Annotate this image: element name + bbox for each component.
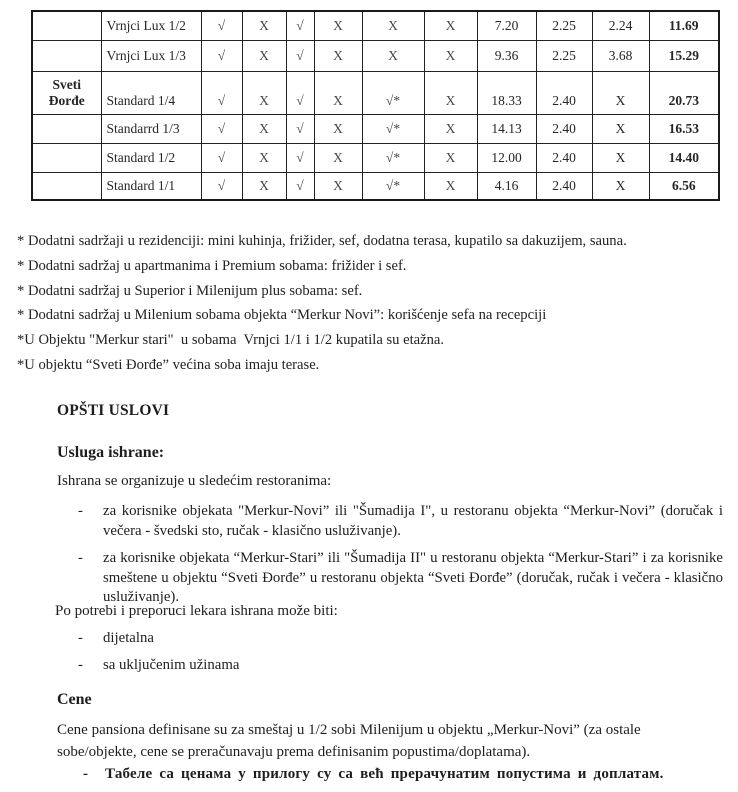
restaurant-item xyxy=(78,502,723,541)
footnotes xyxy=(17,229,729,378)
mark-cell: X xyxy=(314,71,362,114)
value-cell: 2.40 xyxy=(536,172,592,200)
table-row xyxy=(32,40,719,71)
value-cell: X xyxy=(592,71,649,114)
table-row xyxy=(32,143,719,172)
mark-cell: X xyxy=(242,172,286,200)
footnote-line: *U objektu “Sveti Đorđe” većina soba imaju terase. xyxy=(17,356,320,373)
diet-item-text: sa uključenim užinama xyxy=(103,657,240,673)
value-cell: 4.16 xyxy=(477,172,536,200)
mark-cell: X xyxy=(424,71,477,114)
table-row xyxy=(32,172,719,200)
mark-cell: √* xyxy=(362,114,424,143)
diet-item-text: dijetalna xyxy=(103,630,154,646)
restaurant-list xyxy=(78,502,723,616)
diet-list xyxy=(78,629,478,683)
mark-cell: X xyxy=(314,40,362,71)
diet-intro-text: Po potrebi i preporuci lekara ishrana može biti: xyxy=(55,603,338,619)
mark-cell: √ xyxy=(286,172,314,200)
value-cell: X xyxy=(592,114,649,143)
bullet-dash: - xyxy=(78,550,83,566)
total-cell: 15.29 xyxy=(649,40,719,71)
meals-intro-text: Ishrana se organizuje u sledećim restoranima: xyxy=(57,473,332,489)
room-type-cell: Standard 1/2 xyxy=(101,143,201,172)
mark-cell: X xyxy=(242,114,286,143)
value-cell: X xyxy=(592,172,649,200)
bullet-dash: - xyxy=(83,766,88,782)
mark-cell: X xyxy=(424,114,477,143)
mark-cell: X xyxy=(362,40,424,71)
table-row xyxy=(32,114,719,143)
bullet-dash: - xyxy=(78,630,83,646)
room-type-cell: Standarrd 1/3 xyxy=(101,114,201,143)
hotel-name-cell xyxy=(32,114,101,143)
mark-cell: X xyxy=(242,71,286,114)
mark-cell: √ xyxy=(201,172,242,200)
mark-cell: X xyxy=(362,11,424,40)
room-type-cell: Vrnjci Lux 1/2 xyxy=(101,11,201,40)
diet-item xyxy=(78,656,478,675)
mark-cell: √ xyxy=(201,143,242,172)
mark-cell: √ xyxy=(201,71,242,114)
mark-cell: X xyxy=(424,172,477,200)
value-cell: 2.40 xyxy=(536,71,592,114)
mark-cell: √ xyxy=(286,71,314,114)
mark-cell: √ xyxy=(286,143,314,172)
general-terms-heading: OPŠTI USLOVI xyxy=(57,402,170,419)
prices-paragraph: Cene pansiona definisane su za smeštaj u 1/2 sobi Milenijum u objektu „Merkur-Novi” (za ostale sobe/objekte, cene se preračunavaju prema definisanim popustima/doplatama). xyxy=(57,722,641,760)
value-cell: 3.68 xyxy=(592,40,649,71)
meal-service-heading: Usluga ishrane: xyxy=(57,444,165,461)
value-cell: 14.13 xyxy=(477,114,536,143)
mark-cell: √ xyxy=(286,114,314,143)
value-cell: 9.36 xyxy=(477,40,536,71)
footnote-line: * Dodatni sadržaji u rezidenciji: mini kuhinja, frižider, sef, dodatna terasa, kupatilo sa dakuzijem, sauna. xyxy=(17,233,627,249)
hotel-name-cell xyxy=(32,40,101,71)
prices-heading: Cene xyxy=(57,691,92,708)
value-cell: X xyxy=(592,143,649,172)
hotel-name-cell xyxy=(32,11,101,40)
mark-cell: X xyxy=(314,11,362,40)
footnote-line: * Dodatni sadržaj u apartmanima i Premium sobama: frižider i sef. xyxy=(17,257,407,274)
value-cell: 2.25 xyxy=(536,40,592,71)
hotel-name-cell: Sveti Đorđe xyxy=(32,71,101,114)
room-type-cell: Standard 1/1 xyxy=(101,172,201,200)
table-row xyxy=(32,71,719,114)
hotel-name-cell xyxy=(32,172,101,200)
mark-cell: √ xyxy=(201,11,242,40)
mark-cell: X xyxy=(242,11,286,40)
mark-cell: √ xyxy=(286,40,314,71)
footnote-line: * Dodatni sadržaj u Superior i Milenijum plus sobama: sef. xyxy=(17,282,363,299)
hotel-name-cell xyxy=(32,143,101,172)
value-cell: 2.40 xyxy=(536,114,592,143)
value-cell: 18.33 xyxy=(477,71,536,114)
diet-item xyxy=(78,629,478,648)
mark-cell: X xyxy=(424,11,477,40)
mark-cell: √* xyxy=(362,172,424,200)
mark-cell: √ xyxy=(286,11,314,40)
room-pricing-table xyxy=(31,10,720,201)
mark-cell: √ xyxy=(201,40,242,71)
mark-cell: √ xyxy=(201,114,242,143)
mark-cell: X xyxy=(314,143,362,172)
mark-cell: X xyxy=(424,143,477,172)
footnote-line: * Dodatni sadržaj u Milenium sobama objekta “Merkur Novi”: korišćenje sefa na recepciji xyxy=(17,307,547,324)
total-cell: 14.40 xyxy=(649,143,719,172)
bullet-dash: - xyxy=(78,503,83,519)
total-cell: 6.56 xyxy=(649,172,719,200)
mark-cell: X xyxy=(424,40,477,71)
table-row xyxy=(32,11,719,40)
total-cell: 11.69 xyxy=(649,11,719,40)
room-type-cell: Standard 1/4 xyxy=(101,71,201,114)
prices-bullet-text: Табеле са ценама у прилогу су са већ прерачунатим попустима и доплатам. xyxy=(105,766,664,782)
prices-bullet xyxy=(83,765,723,784)
footnote-line: *U Objektu "Merkur stari" u sobama Vrnjci 1/1 i 1/2 kupatila su etažna. xyxy=(17,332,445,349)
mark-cell: X xyxy=(242,143,286,172)
total-cell: 20.73 xyxy=(649,71,719,114)
value-cell: 2.40 xyxy=(536,143,592,172)
mark-cell: X xyxy=(242,40,286,71)
restaurant-item-text: za korisnike objekata "Merkur-Novi” ili "Šumadija I", u restoranu objekta “Merkur-Novi” (doručak i večera - švedski sto, ručak - klasično usluživanje). xyxy=(103,503,723,539)
value-cell: 7.20 xyxy=(477,11,536,40)
room-type-cell: Vrnjci Lux 1/3 xyxy=(101,40,201,71)
mark-cell: √* xyxy=(362,71,424,114)
mark-cell: X xyxy=(314,172,362,200)
restaurant-item xyxy=(78,549,723,608)
restaurant-item-text: za korisnike objekata “Merkur-Stari” ili "Šumadija II" u restoranu objekta “Merkur-Stari” i za korisnike smeštene u objektu “Sveti Đorđe” u restoranu objekta “Sveti Đorđe” (doručak, ručak i večera - klasično usluživanje). xyxy=(103,550,723,605)
mark-cell: X xyxy=(314,114,362,143)
value-cell: 2.24 xyxy=(592,11,649,40)
value-cell: 2.25 xyxy=(536,11,592,40)
mark-cell: √* xyxy=(362,143,424,172)
bullet-dash: - xyxy=(78,657,83,673)
total-cell: 16.53 xyxy=(649,114,719,143)
value-cell: 12.00 xyxy=(477,143,536,172)
